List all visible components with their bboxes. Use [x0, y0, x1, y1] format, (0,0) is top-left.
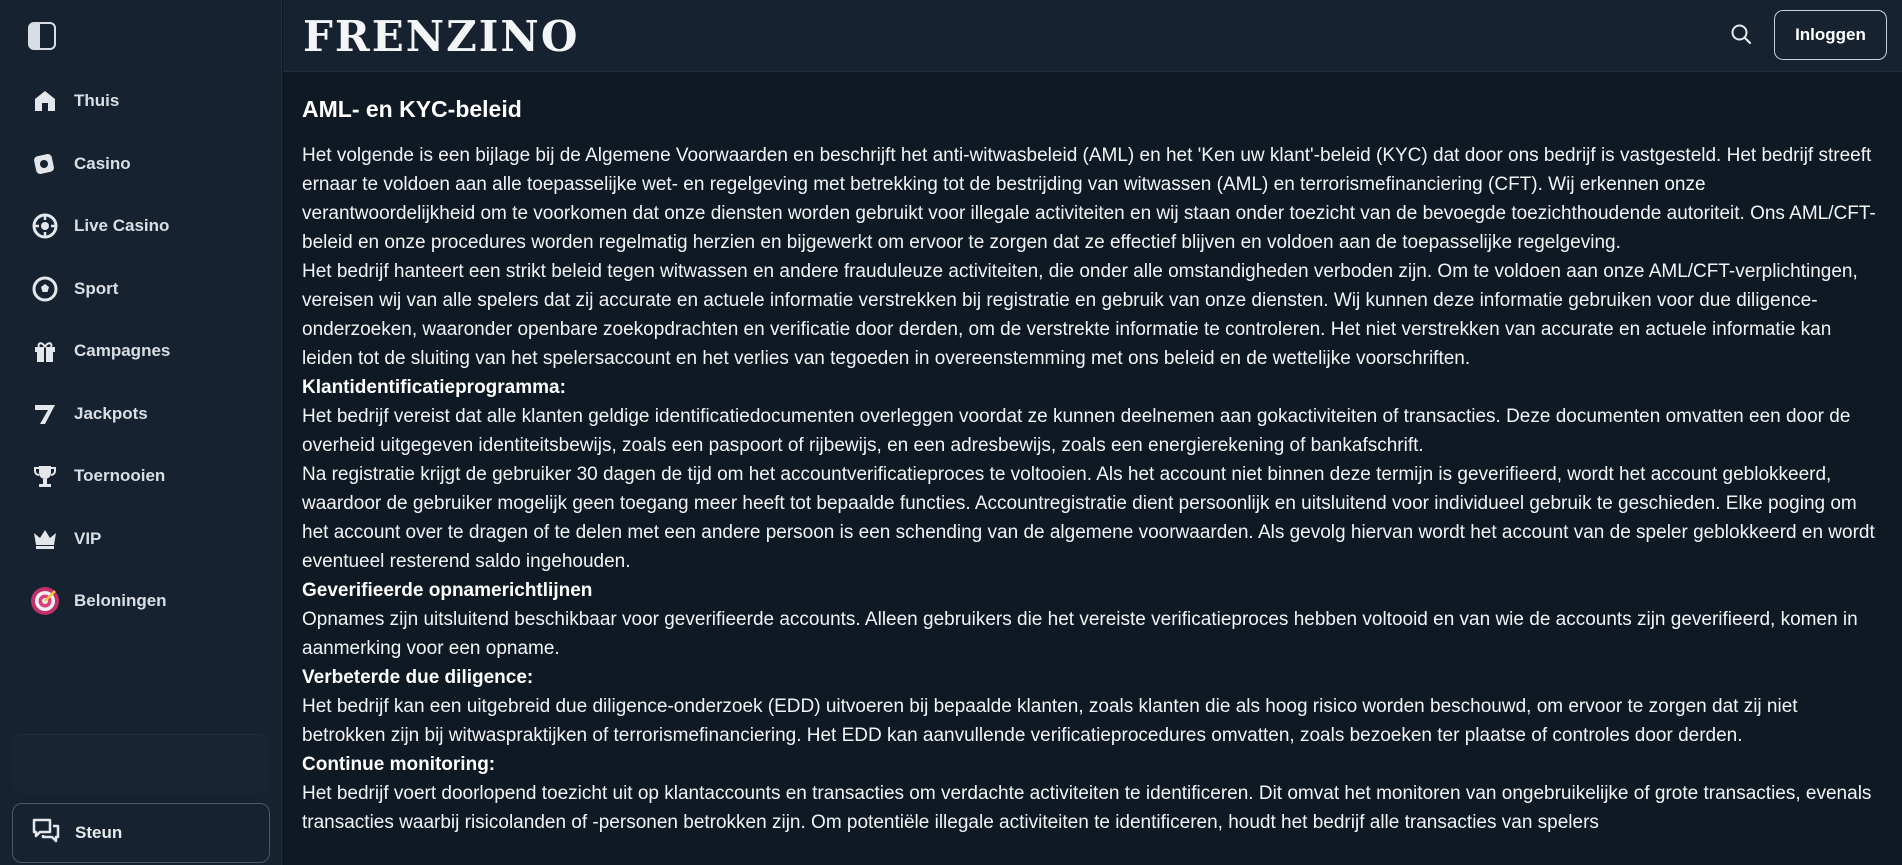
policy-subheading: Verbeterde due diligence: [302, 667, 534, 688]
policy-paragraph: Na registratie krijgt de gebruiker 30 dagen de tijd om het accountverificatieproces te voltooien. Als het account niet binnen deze termijn is geverifieerd, wordt het account geblokkeerd, waardoor de gebruiker mogelijk geen toegang meer heeft tot bepaalde functies. Accountregistratie dient persoonlijk en uitsluitend voor individueel gebruik te geschieden. Elke poging om het account over te dragen of te delen met een andere persoon is een schending van de algemene voorwaarden. Als gevolg hiervan wordt het account van de speler geblokkeerd en wordt eventueel resterend saldo ingehouden. [302, 464, 1875, 572]
search-button[interactable] [1723, 18, 1759, 54]
policy-paragraph: Het volgende is een bijlage bij de Algemene Voorwaarden en beschrijft het anti-witwasbeleid (AML) en het 'Ken uw klant'-beleid (KYC) dat door ons bedrijf is vastgesteld. Het bedrijf streeft ernaar te voldoen aan alle toepasselijke wet- en regelgeving met betrekking tot de bestrijding van witwassen (AML) en terrorismefinanciering (CFT). Wij erkennen onze verantwoordelijkheid om te voorkomen dat onze diensten worden gebruikt voor illegale activiteiten en wij staan onder toezicht van de bevoegde toezichthoudende autoriteit. Ons AML/CFT-beleid en onze procedures worden regelmatig herzien en bijgewerkt om ervoor te zorgen dat ze effectief blijven en voldoen aan de toepasselijke regelgeving. [302, 145, 1876, 253]
policy-paragraph: Het bedrijf hanteert een strikt beleid tegen witwassen en andere frauduleuze activiteiten, die onder alle omstandigheden verboden zijn. Om te voldoen aan onze AML/CFT-verplichtingen, vereisen wij van alle spelers dat zij accurate en actuele informatie verstrekken bij registratie en gebruik van onze diensten. Wij kunnen deze informatie gebruiken voor due diligence-onderzoeken, waaronder openbare zoekopdrachten en verificatie door derden, om de verstrekte informatie te controleren. Het niet verstrekken van accurate en actuele informatie kan leiden tot de sluiting van het spelersaccount en het verlies van tegoeden in overeenstemming met ons beleid en de wettelijke voorschriften. [302, 261, 1858, 369]
sidebar-item-casino[interactable] [0, 133, 282, 196]
trophy-icon [30, 461, 60, 491]
sidebar-item-thuis[interactable] [0, 70, 282, 133]
sidebar-collapse-button[interactable]: ‹ [28, 22, 56, 50]
sidebar-item-label: Toernooien [74, 466, 166, 486]
top-header [283, 0, 1902, 72]
target-icon [30, 586, 60, 616]
policy-paragraph: Het bedrijf kan een uitgebreid due diligence-onderzoek (EDD) uitvoeren bij bepaalde klanten, zoals klanten die als hoog risico worden beschouwd, om ervoor te zorgen dat zij niet betrokken zijn bij witwaspraktijken of terrorismefinanciering. Het EDD kan aanvullende verificatieprocedures omvatten, zoals bezoeken ter plaatse of controles door derden. [302, 696, 1798, 746]
content-scrollbar[interactable] [1888, 72, 1902, 865]
sidebar-item-campagnes[interactable] [0, 320, 282, 383]
policy-subheading: Geverifieerde opnamerichtlijnen [302, 580, 593, 601]
gift-icon [30, 336, 60, 366]
policy-subheading: Continue monitoring: [302, 754, 496, 775]
sidebar-item-label: Sport [74, 278, 119, 298]
sidebar-item-label: VIP [74, 528, 102, 548]
search-icon [1730, 23, 1752, 50]
sidebar [0, 0, 282, 865]
sidebar-item-label: Beloningen [74, 591, 167, 611]
crown-icon [30, 524, 60, 554]
policy-paragraph: Opnames zijn uitsluitend beschikbaar voor geverifieerde accounts. Alleen gebruikers die het vereiste verificatieproces hebben voltooid en van wie de accounts zijn geverifieerd, komen in aanmerking voor een opname. [302, 609, 1858, 659]
home-icon [30, 86, 60, 116]
policy-subheading: Klantidentificatieprogramma: [302, 377, 566, 398]
sidebar-collapse-icon [30, 24, 40, 48]
sidebar-item-live-casino[interactable] [0, 195, 282, 258]
sidebar-item-beloningen[interactable] [0, 570, 282, 633]
roulette-icon [30, 211, 60, 241]
policy-paragraph: Het bedrijf voert doorlopend toezicht uit op klantaccounts en transacties om verdachte activiteiten te identificeren. Dit omvat het monitoren van ongebruikelijke of grote transacties, evenals transacties waarbij risicolanden of -personen betrokken zijn. Om potentiële illegale activiteiten te identificeren, houdt het bedrijf alle transacties van spelers [302, 783, 1872, 833]
support-button[interactable] [12, 803, 270, 863]
sidebar-nav [0, 70, 282, 633]
chat-icon [31, 817, 61, 850]
policy-paragraph: Het bedrijf vereist dat alle klanten geldige identificatiedocumenten overleggen voordat ze kunnen deelnemen aan gokactiviteiten of transacties. Deze documenten omvatten een door de overheid uitgegeven identiteitsbewijs, zoals een paspoort of rijbewijs, en een adresbewijs, zoals een energierekening of bankafschrift. [302, 406, 1851, 456]
seven-icon [30, 399, 60, 429]
sidebar-item-label: Campagnes [74, 341, 171, 361]
page-title: AML- en KYC-beleid [302, 96, 522, 122]
sidebar-item-label: Jackpots [74, 403, 148, 423]
sidebar-item-label: Casino [74, 153, 131, 173]
sidebar-item-label: Thuis [74, 91, 120, 111]
sidebar-item-sport[interactable] [0, 258, 282, 321]
brand-logo[interactable]: FRENZINO [303, 12, 580, 61]
casino-chip-icon [30, 149, 60, 179]
sidebar-item-vip[interactable] [0, 508, 282, 571]
soccer-ball-icon [30, 274, 60, 304]
support-label: Steun [75, 823, 123, 842]
policy-body [302, 141, 1882, 837]
login-button[interactable]: Inloggen [1774, 10, 1887, 60]
sidebar-panel [12, 734, 270, 794]
sidebar-item-jackpots[interactable] [0, 383, 282, 446]
sidebar-item-toernooien[interactable] [0, 445, 282, 508]
main-content [283, 72, 1902, 865]
sidebar-item-label: Live Casino [74, 216, 170, 236]
